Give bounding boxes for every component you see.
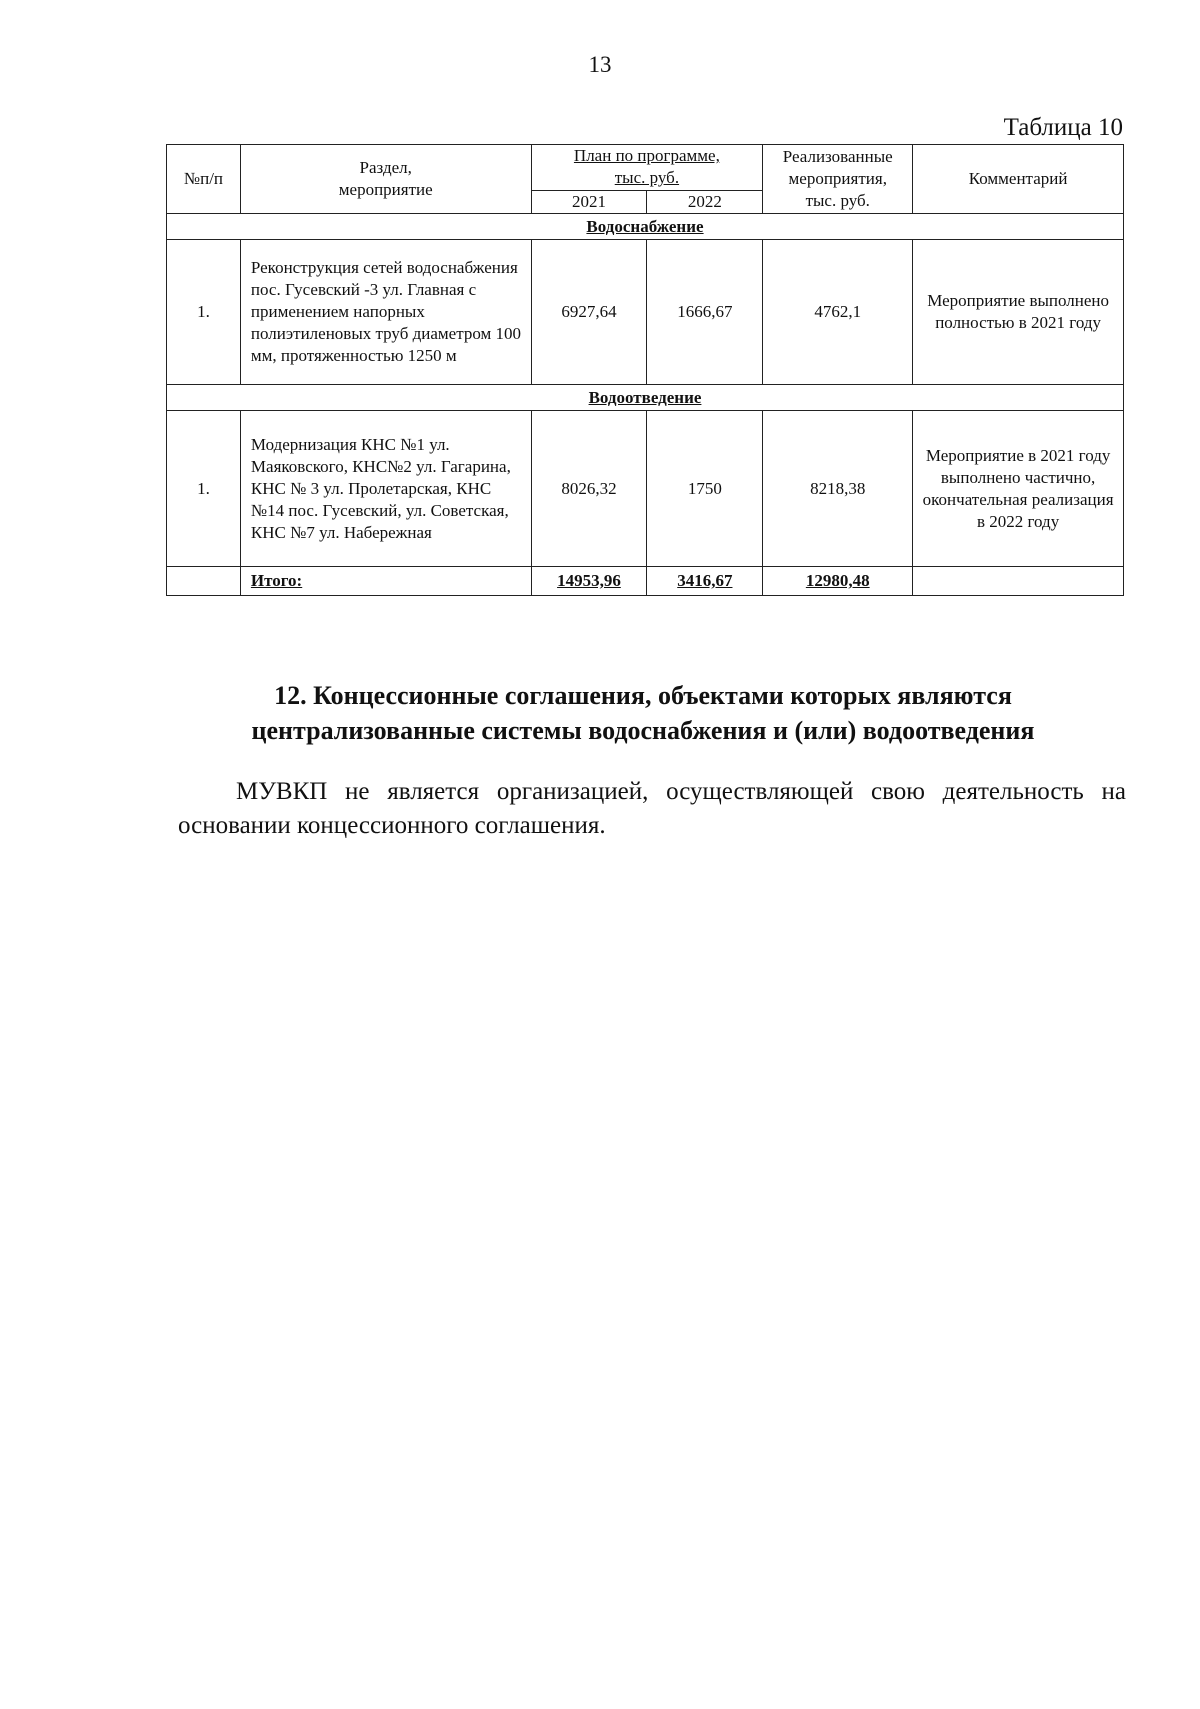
report-table bbox=[166, 144, 1124, 596]
total-realized: 12980,48 bbox=[763, 567, 913, 596]
row-realized: 4762,1 bbox=[763, 240, 913, 385]
row-plan-2021: 6927,64 bbox=[531, 240, 647, 385]
row-plan-2022: 1750 bbox=[647, 411, 763, 567]
header-row bbox=[167, 145, 1124, 191]
row-plan-2021: 8026,32 bbox=[531, 411, 647, 567]
row-num: 1. bbox=[167, 411, 241, 567]
row-comment: Мероприятие выполнено полностью в 2021 году bbox=[913, 240, 1124, 385]
row-num: 1. bbox=[167, 240, 241, 385]
section-title: Водоотведение bbox=[167, 385, 1124, 411]
header-year-2022: 2022 bbox=[647, 190, 763, 213]
table-caption: Таблица 10 bbox=[1003, 114, 1123, 141]
total-num bbox=[167, 567, 241, 596]
header-plan: План по программе, тыс. руб. bbox=[531, 145, 763, 191]
total-label: Итого: bbox=[240, 567, 531, 596]
table-row bbox=[167, 240, 1124, 385]
table-row bbox=[167, 411, 1124, 567]
page-number: 13 bbox=[588, 52, 612, 77]
header-comment: Комментарий bbox=[913, 145, 1124, 214]
row-event: Реконструкция сетей водоснабжения пос. Гусевский -3 ул. Главная с применением напорных полиэтиленовых труб диаметром 100 мм, протяженностью 1250 м bbox=[240, 240, 531, 385]
row-realized: 8218,38 bbox=[763, 411, 913, 567]
header-section: Раздел, мероприятие bbox=[240, 145, 531, 214]
total-plan-2021: 14953,96 bbox=[531, 567, 647, 596]
row-event: Модернизация КНС №1 ул. Маяковского, КНС№2 ул. Гагарина, КНС № 3 ул. Пролетарская, КНС №14 пос. Гусевский, ул. Советская, КНС №7 ул. Набережная bbox=[240, 411, 531, 567]
section-heading: 12. Концессионные соглашения, объектами которых являются централизованные системы водоснабжения и (или) водоотведения bbox=[251, 681, 1035, 745]
total-row bbox=[167, 567, 1124, 596]
total-plan-2022: 3416,67 bbox=[647, 567, 763, 596]
total-comment bbox=[913, 567, 1124, 596]
row-comment: Мероприятие в 2021 году выполнено частично, окончательная реализация в 2022 году bbox=[913, 411, 1124, 567]
body-paragraph: МУВКП не является организацией, осуществляющей свою деятельность на основании концессионного соглашения. bbox=[178, 778, 1126, 839]
header-num: №п/п bbox=[167, 145, 241, 214]
section-row bbox=[167, 214, 1124, 240]
header-year-2021: 2021 bbox=[531, 190, 647, 213]
section-title: Водоснабжение bbox=[167, 214, 1124, 240]
row-plan-2022: 1666,67 bbox=[647, 240, 763, 385]
header-realized: Реализованные мероприятия, тыс. руб. bbox=[763, 145, 913, 214]
section-row bbox=[167, 385, 1124, 411]
